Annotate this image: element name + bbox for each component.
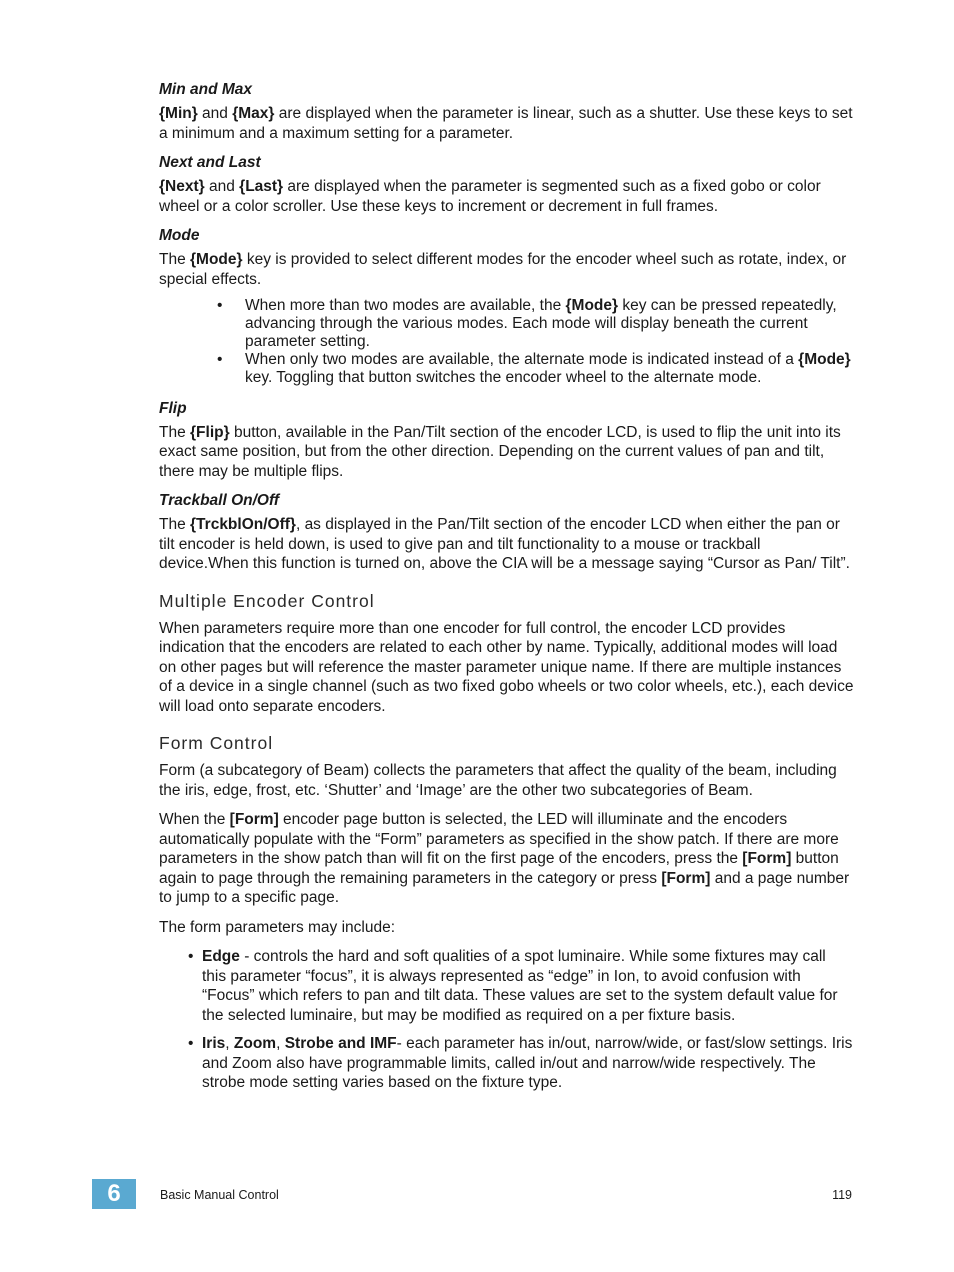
text-run: , bbox=[225, 1035, 234, 1053]
bullet-icon: • bbox=[188, 948, 194, 966]
key-form: [Form] bbox=[229, 811, 279, 829]
bullet-icon: • bbox=[217, 297, 223, 314]
paragraph bbox=[159, 423, 854, 482]
text-run: The bbox=[159, 516, 191, 534]
key-flip: {Flip} bbox=[190, 423, 230, 441]
heading-trackball: Trackball On/Off bbox=[159, 492, 280, 510]
key-next: {Next} bbox=[159, 178, 205, 195]
list-item bbox=[187, 1034, 854, 1093]
paragraph bbox=[159, 177, 854, 216]
page-content bbox=[159, 80, 854, 1102]
key-form: [Form] bbox=[661, 869, 711, 887]
paragraph bbox=[159, 810, 854, 908]
mode-bullet-list bbox=[217, 297, 854, 387]
text-run: button, available in the Pan/Tilt section of the encoder LCD, is used to flip the unit into its exact same position, but from the other direction. Depending on the current values of pan and tilt, there may be multiple flips. bbox=[159, 423, 841, 480]
key-mode: {Mode} bbox=[190, 251, 243, 268]
key-max: {Max} bbox=[232, 105, 275, 122]
key-mode: {Mode} bbox=[565, 297, 619, 314]
text-run: When more than two modes are available, the bbox=[245, 297, 566, 314]
term-edge: Edge bbox=[202, 948, 240, 966]
text-run: are displayed when the parameter is linear, such as a shutter. Use these keys to set a minimum and a maximum setting for a parameter. bbox=[159, 105, 853, 142]
text-run: are displayed when the parameter is segmented such as a fixed gobo or color wheel or a color scroller. Use these keys to increment or decrement in full frames. bbox=[159, 178, 821, 215]
text-run: and a page number to jump to a specific page. bbox=[159, 869, 850, 907]
text-run: and bbox=[204, 178, 240, 195]
list-item bbox=[187, 947, 854, 1025]
text-run: When the bbox=[159, 811, 230, 829]
term-zoom: Zoom bbox=[233, 1035, 277, 1053]
heading-form-control: Form Control bbox=[159, 733, 274, 754]
text-run: and bbox=[197, 105, 233, 122]
paragraph: The form parameters may include: bbox=[159, 918, 396, 936]
heading-mode: Mode bbox=[159, 227, 200, 244]
chapter-number-badge: 6 bbox=[92, 1179, 136, 1209]
heading-min-max: Min and Max bbox=[159, 81, 253, 98]
page-number: 119 bbox=[832, 1188, 852, 1202]
key-form: [Form] bbox=[742, 850, 792, 868]
text-run: - each parameter has in/out, narrow/wide, or fast/slow settings. Iris and Zoom also have programmable limits, called in/out and narrow/wide respectively. The strobe mode setting varies based on the fixture type. bbox=[202, 1035, 853, 1092]
term-iris: Iris bbox=[202, 1035, 226, 1053]
text-run: The bbox=[159, 423, 191, 441]
list-item bbox=[217, 297, 854, 350]
paragraph: When parameters require more than one encoder for full control, the encoder LCD provides indication that the encoders are related to each other by name. Typically, additional modes will load on other pages but will reference the master parameter unique name. If there are multiple instances of a device in a single channel (such as two fixed gobo wheels or two color wheels, etc.), each device will load onto separate encoders. bbox=[159, 619, 854, 715]
list-item bbox=[217, 351, 854, 387]
bullet-icon: • bbox=[188, 1035, 194, 1053]
heading-next-last: Next and Last bbox=[159, 154, 261, 171]
text-run: - controls the hard and soft qualities of a spot luminaire. While some fixtures may call this parameter “focus”, it is always represented as “edge” in Ion, to avoid confusion with “Focus” which refers to pan and tilt data. These values are set to the system default value for the selected luminaire, but may be modified as required on a per fixture basis. bbox=[202, 948, 838, 1024]
key-last: {Last} bbox=[239, 178, 284, 195]
chapter-title: Basic Manual Control bbox=[160, 1188, 279, 1202]
key-mode: {Mode} bbox=[798, 351, 851, 369]
paragraph bbox=[159, 250, 854, 289]
key-min: {Min} bbox=[159, 105, 198, 122]
text-run: button again to page through the remaining parameters in the category or press bbox=[159, 850, 839, 887]
key-trackball: {TrckblOn/Off} bbox=[190, 516, 296, 534]
term-strobe-imf: Strobe and IMF bbox=[284, 1035, 397, 1053]
text-run: key is provided to select different modes for the encoder wheel such as rotate, index, or special effects. bbox=[159, 251, 847, 288]
text-run: key can be pressed repeatedly, advancing through the various modes. Each mode will display beneath the current parameter setting. bbox=[245, 297, 837, 350]
heading-flip: Flip bbox=[159, 399, 187, 417]
paragraph bbox=[159, 104, 854, 143]
text-run: encoder page button is selected, the LED will illuminate and the encoders automatically populate with the “Form” parameters as specified in the show patch. If there are more parameters in the show patch than will fit on the first page of the encoders, press the bbox=[159, 811, 839, 868]
heading-multiple-encoder-control: Multiple Encoder Control bbox=[159, 590, 375, 611]
text-run: key. Toggling that button switches the encoder wheel to the alternate mode. bbox=[245, 369, 762, 387]
text-run: When only two modes are available, the alternate mode is indicated instead of a bbox=[245, 351, 799, 369]
paragraph bbox=[159, 515, 854, 574]
text-run: , as displayed in the Pan/Tilt section of the encoder LCD when either the pan or tilt encoder is held down, is used to give pan and tilt functionality to a mouse or trackball device.When this function is turned on, above the CIA will be a message saying “Cursor as Pan/ Tilt”. bbox=[159, 516, 850, 573]
paragraph: Form (a subcategory of Beam) collects the parameters that affect the quality of the beam, including the iris, edge, frost, etc. ‘Shutter’ and ‘Image’ are the other two subcategories of Beam. bbox=[159, 762, 837, 799]
bullet-icon: • bbox=[217, 351, 223, 369]
text-run: The bbox=[159, 251, 191, 268]
form-bullet-list bbox=[187, 947, 854, 1093]
text-run: , bbox=[276, 1035, 285, 1053]
